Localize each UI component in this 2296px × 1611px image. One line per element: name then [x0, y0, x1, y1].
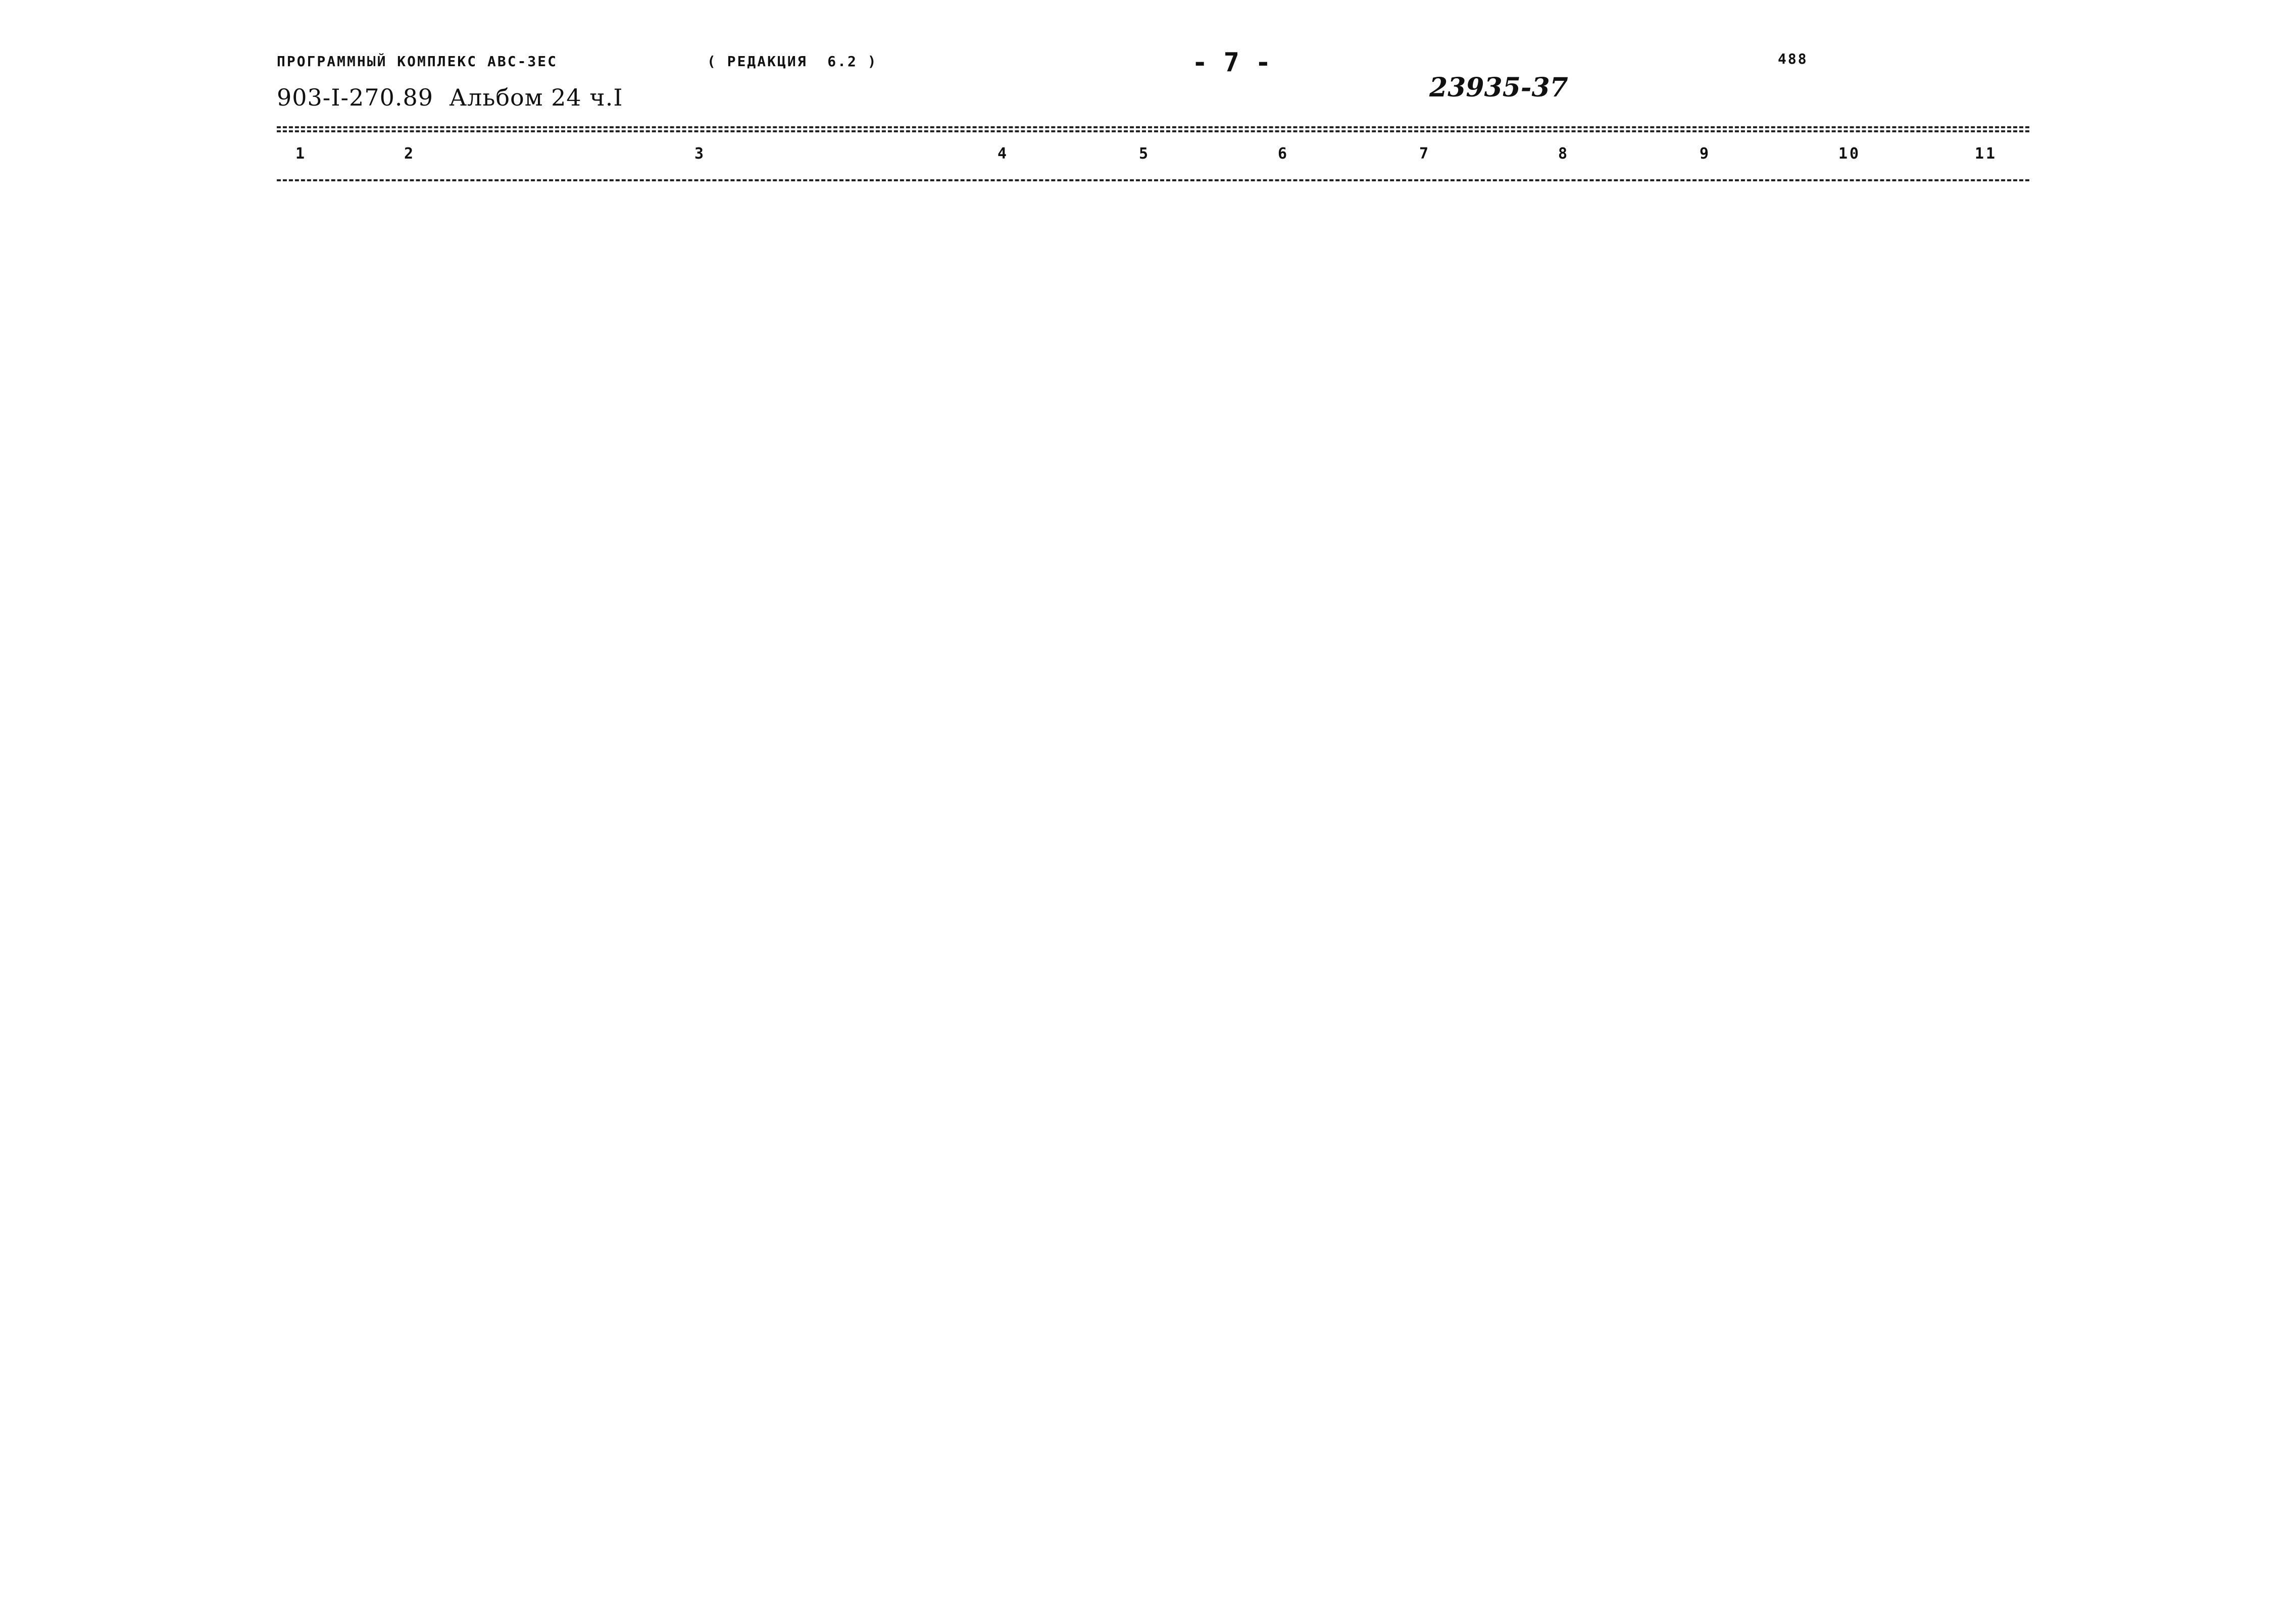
column-header: 8	[1558, 145, 1570, 163]
column-header: 5	[1139, 145, 1151, 163]
table-header-rule	[277, 179, 2029, 181]
column-header: 2	[404, 145, 416, 163]
program-edition: ( РЕДАКЦИЯ 6.2 )	[707, 53, 878, 70]
column-header: 10	[1838, 145, 1861, 163]
table-top-rule-2	[277, 130, 2029, 132]
document-number: 23935-37	[1429, 72, 1568, 103]
sheet-code: 488	[1778, 51, 1808, 67]
column-header: 4	[997, 145, 1009, 163]
column-header: 3	[694, 145, 706, 163]
table-top-rule	[277, 126, 2029, 128]
program-name: ПРОГРАММНЫЙ КОМПЛЕКС АВС-ЗЕС	[277, 53, 558, 70]
column-header: 7	[1419, 145, 1431, 163]
column-header: 11	[1975, 145, 1998, 163]
column-header: 6	[1278, 145, 1289, 163]
column-header: 1	[295, 145, 307, 163]
album-title: 903-I-270.89 Альбом 24 ч.I	[277, 84, 623, 111]
column-header: 9	[1700, 145, 1711, 163]
page-number: - 7 -	[1192, 47, 1271, 78]
